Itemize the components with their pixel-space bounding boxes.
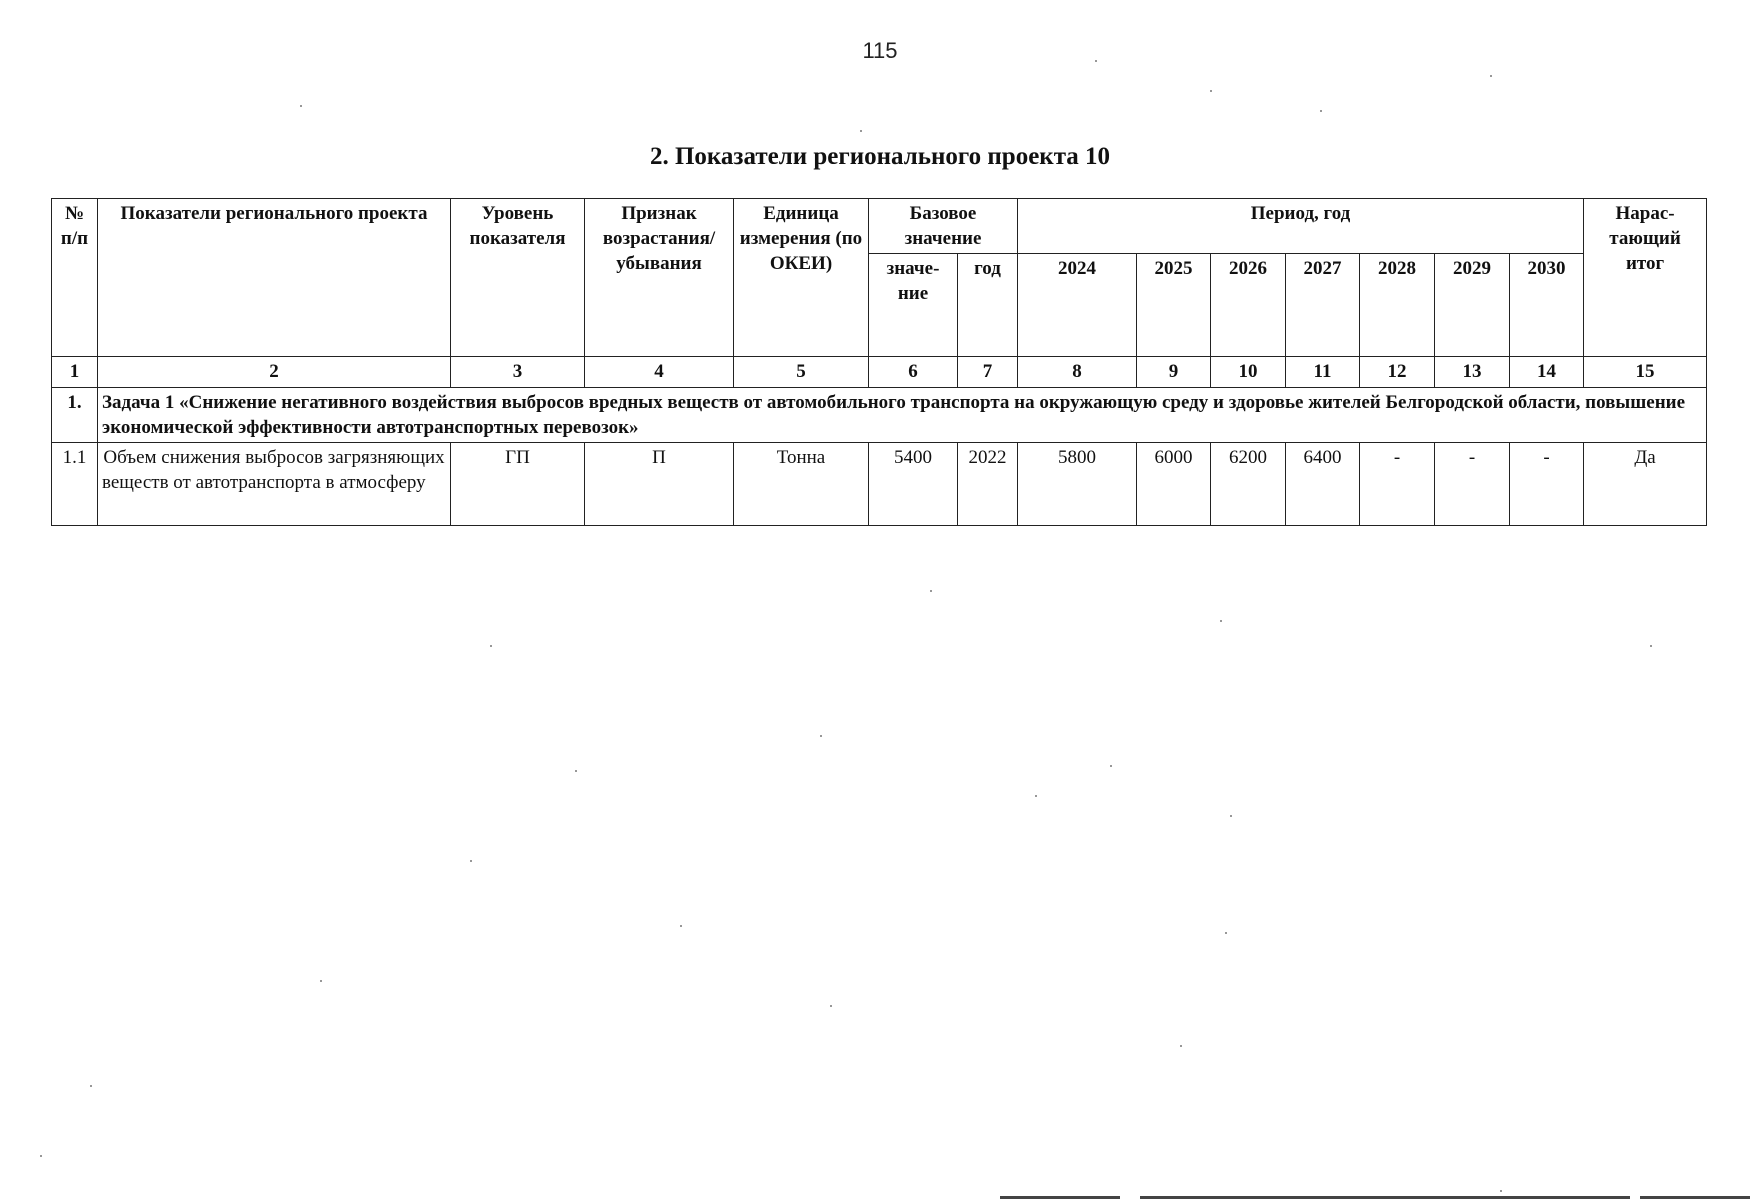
column-number: 9 (1137, 357, 1211, 388)
header-base: Базовое значение (869, 199, 1018, 254)
task-row (52, 388, 1707, 443)
header-year: 2030 (1510, 254, 1584, 357)
column-number: 8 (1018, 357, 1137, 388)
column-number: 10 (1211, 357, 1286, 388)
header-base-year: год (958, 254, 1018, 357)
column-number: 3 (451, 357, 585, 388)
column-number: 13 (1435, 357, 1510, 388)
header-year: 2029 (1435, 254, 1510, 357)
header-year: 2026 (1211, 254, 1286, 357)
column-number: 4 (585, 357, 734, 388)
row-value: 5800 (1018, 443, 1137, 526)
row-unit: Тонна (734, 443, 869, 526)
table-row (52, 443, 1707, 526)
header-row-top (52, 199, 1707, 254)
row-value: 6400 (1286, 443, 1360, 526)
column-number: 5 (734, 357, 869, 388)
section-title: 2. Показатели регионального проекта 10 (649, 143, 1111, 170)
bottom-edge-line (1140, 1196, 1630, 1199)
header-period: Период, год (1018, 199, 1584, 254)
row-sign: П (585, 443, 734, 526)
row-base-value: 5400 (869, 443, 958, 526)
header-year: 2025 (1137, 254, 1211, 357)
column-numbers-row (52, 357, 1707, 388)
header-year: 2028 (1360, 254, 1435, 357)
row-value: 6200 (1211, 443, 1286, 526)
column-number: 12 (1360, 357, 1435, 388)
row-value: 6000 (1137, 443, 1211, 526)
indicators-table (51, 198, 1707, 526)
task-num: 1. (52, 388, 98, 443)
page-number: 115 (862, 38, 898, 63)
row-value: - (1510, 443, 1584, 526)
row-level: ГП (451, 443, 585, 526)
row-num: 1.1 (52, 443, 98, 526)
column-number: 6 (869, 357, 958, 388)
column-number: 7 (958, 357, 1018, 388)
row-indicator: Объем снижения выбросов загрязняющих веществ от автотранспорта в атмосферу (98, 443, 451, 526)
header-level: Уровень показателя (451, 199, 585, 357)
row-value: - (1435, 443, 1510, 526)
column-number: 14 (1510, 357, 1584, 388)
row-value: - (1360, 443, 1435, 526)
bottom-edge-line (1000, 1196, 1120, 1199)
header-year: 2027 (1286, 254, 1360, 357)
header-year: 2024 (1018, 254, 1137, 357)
header-cumulative: Нарас- тающий итог (1584, 199, 1707, 357)
task-text: Задача 1 «Снижение негативного воздействия выбросов вредных веществ от автомобильного транспорта на окружающую среду и здоровье жителей Белгородской области, повышение экономической эффективности автотранспортных перевозок» (98, 388, 1707, 443)
header-sign: Признак возрастания/ убывания (585, 199, 734, 357)
row-cumulative: Да (1584, 443, 1707, 526)
header-base-value: значе- ние (869, 254, 958, 357)
header-unit: Единица измерения (по ОКЕИ) (734, 199, 869, 357)
row-base-year: 2022 (958, 443, 1018, 526)
column-number: 2 (98, 357, 451, 388)
bottom-edge-line (1640, 1196, 1750, 1199)
column-number: 1 (52, 357, 98, 388)
column-number: 11 (1286, 357, 1360, 388)
header-num: № п/п (52, 199, 98, 357)
header-indicator: Показатели регионального проекта (98, 199, 451, 357)
column-number: 15 (1584, 357, 1707, 388)
